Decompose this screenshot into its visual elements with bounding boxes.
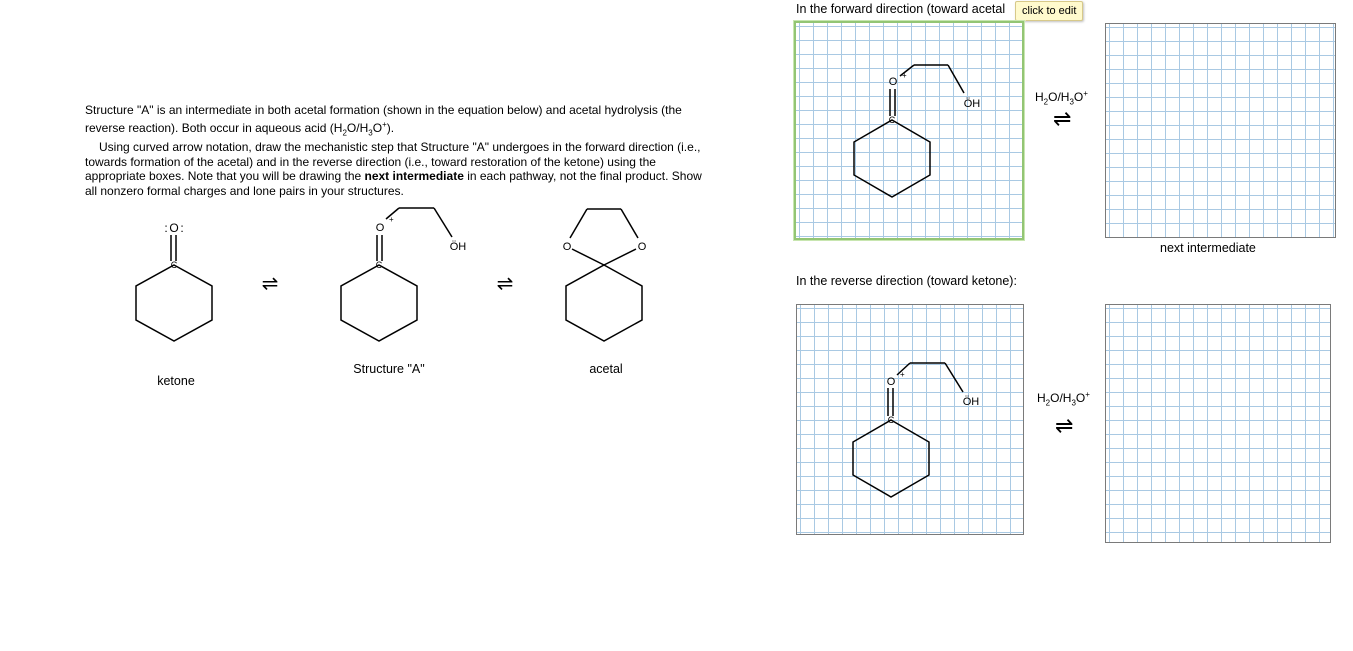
forward-structure-a-drawing	[796, 23, 1022, 238]
structure-a-oxygen: O	[375, 222, 385, 234]
ketone-oxygen: O	[169, 221, 179, 235]
forward-heading: In the forward direction (toward acetal	[796, 2, 1006, 16]
acetal-structure	[566, 209, 642, 341]
forward-equilibrium-arrow: ⇌	[1053, 106, 1072, 131]
reverse-carbon: C	[887, 415, 895, 425]
question-paragraph-1: Structure "A" is an intermediate in both acetal formation (shown in the equation below) and acetal hydrolysis (the reverse reaction). Both occur in aqueous acid $(H_2O/H_3O^+)$.	[85, 103, 682, 137]
forward-reagent: $H_2O/H_3O^+$	[1035, 89, 1088, 107]
ketone-lone-pair-left: :	[164, 221, 168, 235]
ketone-structure	[136, 235, 212, 341]
forward-carbon: C	[888, 115, 896, 125]
structure-a-label: Structure "A"	[353, 362, 425, 376]
ketone-lone-pair-right: :	[180, 221, 184, 235]
forward-oxygen: O	[888, 76, 898, 88]
reverse-plus: +	[900, 370, 905, 379]
structure-a	[341, 208, 452, 341]
click-to-edit-tooltip[interactable]: click to edit	[1015, 1, 1083, 21]
ketone-carbon: C	[170, 260, 178, 270]
forward-plus: +	[902, 71, 907, 80]
reverse-heading: In the reverse direction (toward ketone):	[796, 274, 1017, 288]
reverse-next-intermediate-canvas[interactable]	[1105, 304, 1331, 543]
ketone-label: ketone	[157, 374, 195, 388]
acetal-oxygen-right: O	[637, 241, 647, 253]
equilibrium-arrow-2: ⇌	[496, 273, 514, 295]
acetal-oxygen-left: O	[562, 241, 572, 253]
reverse-oxygen: O	[886, 376, 896, 388]
next-intermediate-label: next intermediate	[1160, 241, 1256, 255]
reverse-reagent: $H_2O/H_3O^+$	[1037, 390, 1090, 408]
equilibrium-arrow-1: ⇌	[261, 273, 279, 295]
forward-next-intermediate-canvas[interactable]	[1105, 23, 1336, 238]
forward-structure-a-canvas[interactable]	[794, 21, 1024, 240]
question-text	[85, 103, 705, 198]
next-intermediate-emphasis: next intermediate	[364, 169, 464, 184]
reverse-structure-a-drawing	[797, 305, 1023, 534]
structure-a-carbon: C	[375, 260, 383, 270]
reverse-equilibrium-arrow: ⇌	[1055, 413, 1074, 438]
structure-a-hydroxyl: ÖH	[449, 241, 467, 253]
structure-a-plus: +	[389, 215, 394, 224]
acetal-equation	[0, 195, 720, 395]
acetal-label: acetal	[589, 362, 623, 376]
forward-hydroxyl: ÖH	[963, 98, 981, 110]
question-paragraph-2: Using curved arrow notation, draw the mechanistic step that Structure "A" undergoes in the forward direction (i.e., towards formation of the acetal) and in the reverse direction (i.e., toward restoration of the ketone) using the appropriate boxes. Note that you will be drawing the next intermediate in each pathway, not the final product. Show all nonzero formal charges and lone pairs in your structures.	[85, 140, 702, 198]
reverse-hydroxyl: ÖH	[962, 396, 980, 408]
reverse-structure-a-canvas[interactable]	[796, 304, 1024, 535]
